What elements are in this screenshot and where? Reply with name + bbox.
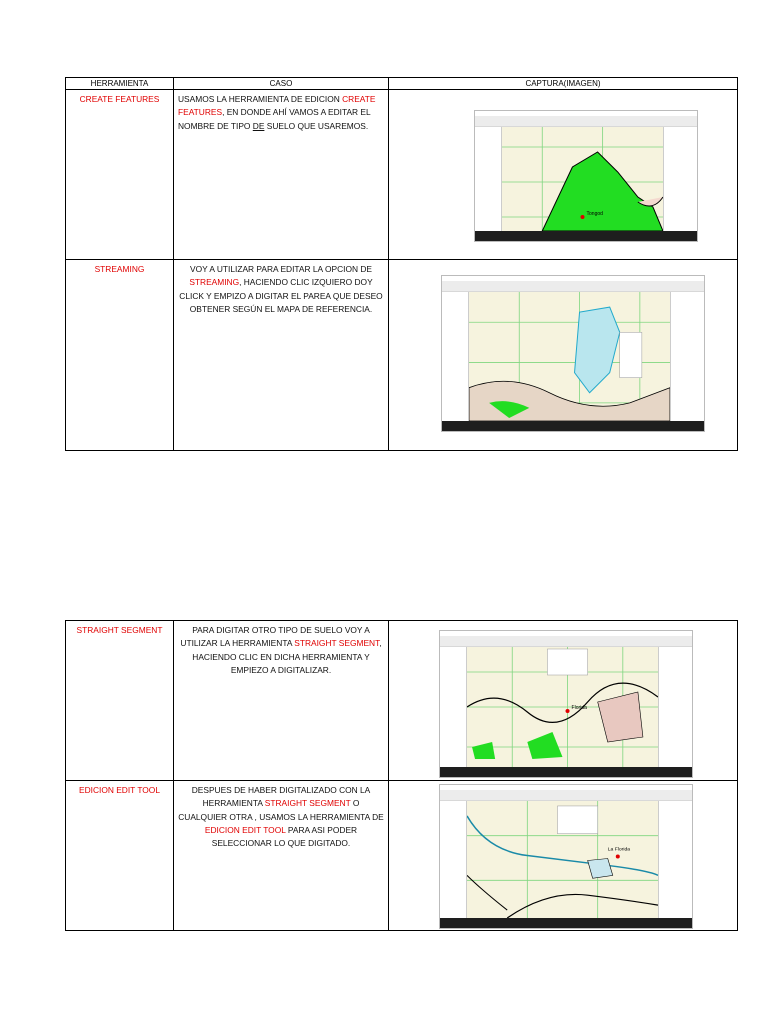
table-of-contents-panel [440, 647, 467, 767]
screenshot-cell [389, 621, 738, 781]
tool-name: STREAMING [66, 260, 174, 451]
map-view [502, 127, 663, 231]
screenshot-cell [389, 781, 738, 931]
table-of-contents-panel [440, 801, 467, 918]
map-label: La Florida [607, 846, 631, 853]
caso-text-part: SUELO QUE USAREMOS. [264, 120, 369, 131]
table-of-contents-panel [442, 292, 469, 421]
create-features-panel [658, 801, 692, 918]
map-drawing [502, 127, 663, 231]
map-drawing [467, 647, 658, 767]
caso-highlight: STRAIGHT SEGMENT [264, 798, 351, 809]
header-captura: CAPTURA(IMAGEN) [389, 78, 738, 90]
screenshot-arcmap-create-features [474, 110, 698, 242]
table-part-2 [65, 620, 738, 931]
windows-taskbar [440, 767, 692, 777]
tool-name: EDICION EDIT TOOL [66, 781, 174, 931]
caso-text-part: VOY A UTILIZAR PARA EDITAR LA OPCION DE [190, 264, 372, 274]
toolbar [442, 281, 704, 292]
caso-text-part: PARA DIGITAR OTRO TIPO DE SUELO VOY A UTILIZAR LA HERRAMIENTA [180, 625, 370, 649]
windows-taskbar [440, 918, 692, 928]
caso-text-part: USAMOS LA HERRAMIENTA DE EDICION [178, 94, 343, 104]
caso-text-part: , EN DONDE AHÍ VAMOS A EDITAR EL NOMBRE DE TIPO [178, 107, 371, 131]
table-row [66, 90, 738, 260]
map-view [469, 292, 670, 421]
header-caso: CASO [174, 78, 389, 90]
windows-taskbar [475, 231, 697, 241]
screenshot-arcmap-straight-segment [439, 630, 693, 778]
windows-taskbar [442, 421, 704, 431]
caso-highlight: STREAMING [189, 277, 240, 288]
create-features-panel [670, 292, 704, 421]
map-label: Tongod [586, 211, 603, 217]
screenshot-cell [389, 260, 738, 451]
caso-text [174, 90, 389, 260]
caso-text-part: O CUALQUIER OTRA , USAMOS LA HERRAMIENTA DE [178, 798, 384, 822]
create-features-panel [658, 647, 692, 767]
map-label: Florida [571, 705, 587, 711]
screenshot-arcmap-streaming [441, 275, 705, 432]
tool-name: CREATE FEATURES [66, 90, 174, 260]
caso-underlined: DE [252, 120, 265, 131]
toolbar [440, 790, 692, 801]
screenshot-cell [389, 90, 738, 260]
table-of-contents-panel [475, 127, 502, 231]
screenshot-arcmap-edit-tool [439, 784, 693, 929]
tool-name: STRAIGHT SEGMENT [66, 621, 174, 781]
caso-text-part: PARA ASI PODER SELECCIONAR LO QUE DIGITADO. [211, 824, 358, 849]
caso-highlight: EDICION EDIT TOOL [204, 824, 286, 835]
caso-text-part: , HACIENDO CLIC IZQUIERO DOY CLICK Y EMPIZO A DIGITAR EL PAREA QUE DESEO OBTENER SEGÚN EL MAPA DE REFERENCIA. [179, 277, 383, 314]
header-herramienta: HERRAMIENTA [66, 78, 174, 90]
map-view [467, 801, 658, 918]
table-row [66, 260, 738, 451]
table-row [66, 621, 738, 781]
caso-text-part: DESPUES DE HABER DIGITALIZADO CON LA HERRAMIENTA [191, 785, 371, 809]
table-row [66, 781, 738, 931]
header-row [66, 78, 738, 90]
caso-text [174, 781, 389, 931]
toolbar [475, 116, 697, 127]
caso-highlight: STRAIGHT SEGMENT [294, 638, 380, 649]
create-features-panel [663, 127, 697, 231]
caso-text-part: , HACIENDO CLIC EN DICHA HERRAMIENTA Y EMPIEZO A DIGITALIZAR. [192, 638, 382, 675]
toolbar [440, 636, 692, 647]
map-view [467, 647, 658, 767]
map-drawing [467, 801, 658, 918]
map-drawing [469, 292, 670, 421]
table-part-1 [65, 77, 738, 451]
caso-highlight: CREATE FEATURES [178, 94, 376, 118]
caso-text [174, 621, 389, 781]
caso-text [174, 260, 389, 451]
